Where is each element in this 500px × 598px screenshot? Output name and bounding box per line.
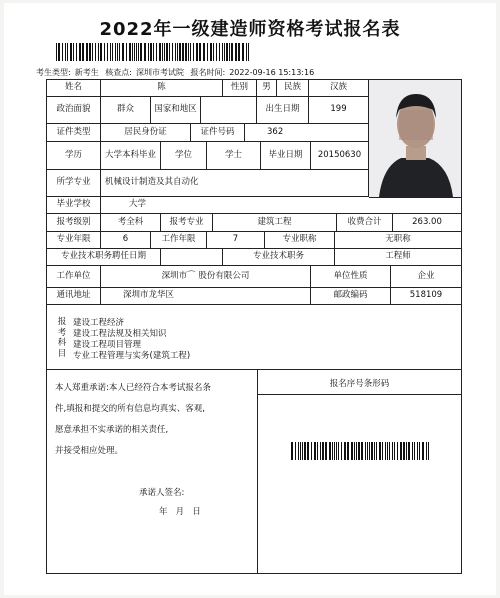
school-value: 大学 [101, 197, 461, 214]
barcode-bar [115, 43, 116, 61]
barcode-bar [193, 43, 194, 61]
site-label: 核查点: [105, 68, 132, 77]
barcode-bar [242, 43, 244, 61]
pledge-text [55, 378, 255, 462]
barcode-bar [369, 442, 370, 460]
barcode-bar [100, 43, 102, 61]
idtype-value: 居民身份证 [101, 124, 191, 142]
barcode-bar [148, 43, 149, 61]
barcode-bar [408, 442, 410, 460]
barcode-bar [159, 43, 161, 61]
barcode-bar [58, 43, 60, 61]
barcode-bar [95, 43, 96, 61]
barcode-bar [397, 442, 398, 460]
idno-value: 362 [245, 124, 369, 142]
barcode-bar [338, 442, 339, 460]
pledge-line: 并接受相应处理。 [55, 446, 124, 456]
barcode-bar [196, 43, 198, 61]
barcode-bar [385, 442, 386, 460]
barcode-bar [153, 43, 154, 61]
school-label: 毕业学校 [47, 197, 101, 214]
barcode-bar [190, 43, 191, 61]
barcode-bar [89, 43, 91, 61]
barcode-bar [320, 442, 321, 460]
barcode-bar [188, 43, 189, 61]
name-label: 姓名 [47, 80, 101, 97]
title-value: 无职称 [335, 232, 461, 249]
grad-value: 20150630 [311, 142, 369, 170]
subjects-label-char: 考 [57, 327, 67, 338]
barcode-bar [156, 43, 157, 61]
barcode-bar [422, 442, 424, 460]
work-label: 工作年限 [151, 232, 207, 249]
political-value: 群众 [101, 97, 151, 124]
subjects-label-char: 科 [57, 338, 67, 348]
barcode-bar [302, 442, 303, 460]
barcode-bar [314, 442, 316, 460]
barcode-bar [361, 442, 363, 460]
years-value: 6 [101, 232, 151, 249]
barcode-bar [65, 43, 66, 61]
barcode-bar [92, 43, 93, 61]
years-label: 专业年限 [47, 232, 101, 249]
barcode-bar [387, 442, 388, 460]
address-label: 通讯地址 [47, 288, 101, 305]
duty-value: 工程师 [335, 249, 461, 266]
barcode-bar [428, 442, 429, 460]
barcode-bar [172, 43, 173, 61]
barcode-bar [322, 442, 324, 460]
barcode-bar [104, 43, 105, 61]
barcode-bar [248, 43, 249, 61]
zip-label: 邮政编码 [311, 288, 391, 305]
barcode-bar [374, 442, 375, 460]
subject-item: 建设工程经济 [73, 318, 125, 328]
barcode-bar [219, 43, 220, 61]
degree-label: 学位 [161, 142, 207, 170]
barcode-bar [98, 43, 99, 61]
political-label: 政治面貌 [47, 97, 101, 124]
barcode-bar [140, 43, 142, 61]
barcode-bar [164, 43, 165, 61]
barcode-bar [403, 442, 405, 460]
barcode-bar [300, 442, 301, 460]
type-label: 考生类型: [36, 68, 71, 77]
subject-item: 建设工程项目管理 [73, 340, 142, 350]
barcode-bar [86, 43, 88, 61]
barcode-bar [298, 442, 299, 460]
subject-item: 专业工程管理与实务(建筑工程) [73, 351, 191, 361]
barcode-bar [56, 43, 57, 61]
birth-value: 199 [309, 97, 369, 124]
barcode-bar [210, 43, 212, 61]
barcode-bar [129, 43, 131, 61]
barcode-bar [334, 442, 335, 460]
barcode-bar [235, 43, 237, 61]
barcode-bar [182, 43, 184, 61]
major-label: 所学专业 [47, 170, 101, 197]
barcode-bar [356, 442, 357, 460]
barcode-bar [175, 43, 176, 61]
site-value: 深圳市考试院 [135, 68, 184, 77]
barcode-bar [414, 442, 415, 460]
barcode-bar [295, 442, 296, 460]
barcode-bar [126, 43, 127, 61]
barcode-bar [382, 442, 383, 460]
subjects-list [73, 318, 190, 362]
exmajor-label: 报考专业 [161, 214, 213, 232]
exmajor-value: 建筑工程 [213, 214, 337, 232]
nature-label: 单位性质 [311, 266, 391, 288]
barcode-bar [304, 442, 306, 460]
barcode-bar [216, 43, 217, 61]
person-silhouette-icon [369, 80, 461, 197]
barcode-bar [73, 43, 74, 61]
barcode-bar [371, 442, 373, 460]
barcode-bar [162, 43, 163, 61]
country-value: 国家和地区 [151, 97, 201, 124]
barcode-bar [122, 43, 124, 61]
barcode-bar [231, 43, 233, 61]
barcode-bar [332, 442, 333, 460]
form-title: 2022年一级建造师资格考试报名表 [99, 19, 401, 40]
barcode-bar [138, 43, 139, 61]
grad-label: 毕业日期 [261, 142, 311, 170]
gender-value: 男 [257, 80, 277, 97]
address-value: 深圳市龙华区 [101, 288, 311, 305]
barcode-bar [226, 43, 228, 61]
barcode-bar [177, 43, 178, 61]
type-value: 新考生 [74, 68, 99, 77]
barcode-bar [238, 43, 240, 61]
barcode-bar [406, 442, 407, 460]
hire-value [161, 249, 223, 266]
barcode-bar [307, 442, 309, 460]
barcode-bar [392, 442, 393, 460]
barcode-bar [112, 43, 113, 61]
major-value: 机械设计制造及其自动化 [101, 170, 369, 197]
barcode-bar [222, 43, 223, 61]
gender-label: 性别 [223, 80, 257, 97]
edu-label: 学历 [47, 142, 101, 170]
level-value: 考全科 [101, 214, 161, 232]
title-label: 专业职称 [265, 232, 335, 249]
barcode-bar [341, 442, 342, 460]
barcode-bar [82, 43, 84, 61]
registration-form-page [4, 3, 496, 595]
barcode-bar [76, 43, 77, 61]
barcode-bar [400, 442, 402, 460]
barcode-bar [179, 43, 181, 61]
barcode-bar [351, 442, 353, 460]
ethnic-value: 汉族 [309, 80, 369, 97]
row2-blank [201, 97, 257, 124]
barcode-bar [224, 43, 225, 61]
top-barcode [56, 43, 252, 61]
barcode-bar [132, 43, 133, 61]
barcode-bar [325, 442, 327, 460]
hire-label: 专业技术职务聘任日期 [47, 249, 161, 266]
ethnic-label: 民族 [277, 80, 309, 97]
applicant-photo [369, 80, 461, 198]
barcode-bar [336, 442, 337, 460]
barcode-bar [291, 442, 293, 460]
barcode-bar [213, 43, 214, 61]
subjects-label-char: 报 [57, 317, 67, 327]
barcode-bar [203, 43, 205, 61]
sign-date: 年 月 日 [159, 507, 201, 517]
signer-label: 承诺人签名: [139, 488, 185, 498]
time-label: 报名时间: [190, 68, 226, 77]
degree-value: 学士 [207, 142, 261, 170]
barcode-bar [246, 43, 247, 61]
barcode-bar [79, 43, 81, 61]
barcode-bar [347, 442, 349, 460]
bottom-divider [257, 370, 258, 573]
subject-item: 建设工程法规及相关知识 [73, 329, 167, 339]
barcode-bar [311, 442, 312, 460]
pledge-line: 本人郑重承诺:本人已经符合本考试报名条 [55, 383, 211, 393]
company-value: 深圳市⌒ 股份有限公司 [101, 266, 311, 288]
time-value: 2022-09-16 15:13:16 [229, 68, 315, 77]
barcode-bar [207, 43, 208, 61]
barcode-bar [329, 442, 331, 460]
fee-label: 收费合计 [337, 214, 393, 232]
barcode-bar [144, 43, 146, 61]
barcode-bar [419, 442, 420, 460]
form-table [46, 79, 462, 574]
birth-label: 出生日期 [257, 97, 309, 124]
barcode-bar [229, 43, 230, 61]
barcode-bar [134, 43, 135, 61]
barcode-bar [344, 442, 346, 460]
pledge-line: 愿意承担不实承诺的相关责任, [55, 425, 169, 435]
barcode-bar [119, 43, 120, 61]
fee-value: 263.00 [393, 214, 461, 232]
idno-label: 证件号码 [191, 124, 245, 142]
duty-label: 专业技术职务 [223, 249, 335, 266]
barcode-bar [376, 442, 377, 460]
work-value: 7 [207, 232, 265, 249]
serial-label: 报名序号条形码 [329, 379, 390, 389]
barcode-bar [365, 442, 366, 460]
idtype-label: 证件类型 [47, 124, 101, 142]
subjects-label [56, 317, 68, 359]
pledge-line: 件,填报和提交的所有信息均真实、客观, [55, 404, 205, 414]
barcode-bar [379, 442, 381, 460]
barcode-bar [199, 43, 201, 61]
serial-divider [258, 394, 461, 395]
company-label: 工作单位 [47, 266, 101, 288]
barcode-bar [358, 442, 360, 460]
barcode-bar [412, 442, 413, 460]
barcode-bar [70, 43, 72, 61]
barcode-bar [166, 43, 168, 61]
serial-barcode [291, 442, 431, 460]
barcode-bar [354, 442, 355, 460]
barcode-bar [317, 442, 318, 460]
meta-line [36, 67, 318, 78]
barcode-bar [110, 43, 111, 61]
edu-value: 大学本科毕业 [101, 142, 161, 170]
zip-value: 518109 [391, 288, 461, 305]
barcode-bar [117, 43, 118, 61]
barcode-bar [169, 43, 170, 61]
barcode-bar [426, 442, 427, 460]
barcode-bar [389, 442, 390, 460]
level-label: 报考级别 [47, 214, 101, 232]
subjects-label-char: 目 [57, 348, 67, 359]
barcode-bar [417, 442, 418, 460]
barcode-bar [394, 442, 395, 460]
barcode-bar [150, 43, 152, 61]
barcode-bar [185, 43, 187, 61]
barcode-bar [107, 43, 108, 61]
barcode-bar [136, 43, 137, 61]
name-value: 陈 [101, 80, 223, 97]
barcode-bar [62, 43, 63, 61]
nature-value: 企业 [391, 266, 461, 288]
barcode-bar [367, 442, 368, 460]
barcode-bar [67, 43, 68, 61]
